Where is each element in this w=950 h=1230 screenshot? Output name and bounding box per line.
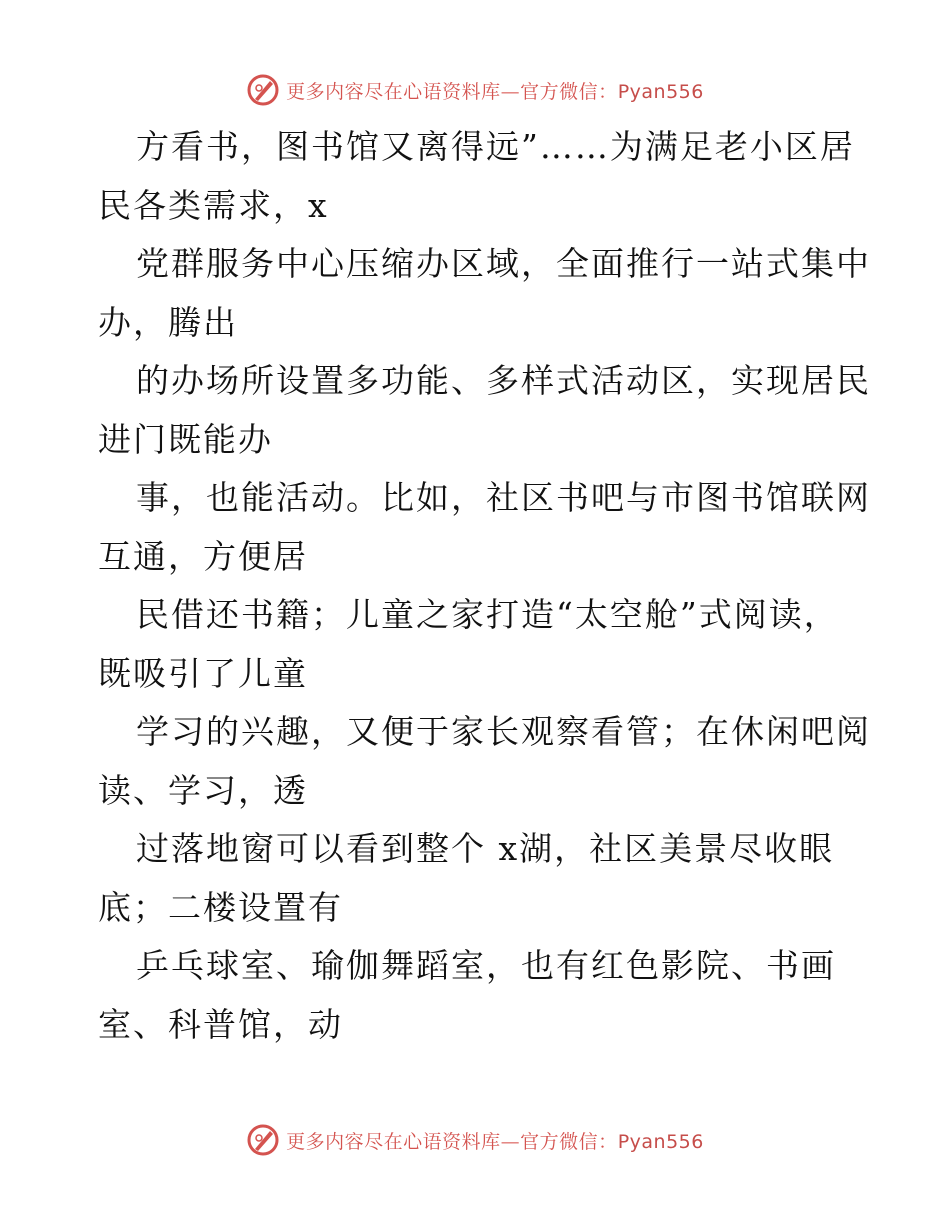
paragraph-line: 方看书，图书馆又离得远”……为满足老小区居 [136,127,855,166]
paragraph-line: 既吸引了儿童 [98,653,308,693]
paragraph-line: 过落地窗可以看到整个 x湖，社区美景尽收眼 [136,829,835,868]
paragraph [98,118,858,235]
banner-wechat-id: Pyan556 [617,80,704,103]
banner-main-text: 更多内容尽在心语资料库 [286,80,501,103]
paragraph-line: 学习的兴趣，又便于家长观察看管；在休闲吧阅 [136,712,871,751]
paragraph-line: 民各类需求，x [98,185,329,225]
paragraph-line: 民借还书籍；儿童之家打造“太空舱”式阅读， [136,595,839,634]
paragraph [98,586,858,703]
banner-main-text: 更多内容尽在心语资料库 [286,1130,501,1153]
paragraph-line: 党群服务中心压缩办区域，全面推行一站式集中 [136,244,871,283]
footer-banner [0,1120,950,1160]
paragraph-line: 室、科普馆，动 [98,1004,343,1044]
paragraph-line: 的办场所设置多功能、多样式活动区，实现居民 [136,361,871,400]
banner-wechat-id: Pyan556 [617,1130,704,1153]
quill-seal-icon [246,73,280,107]
header-banner [0,70,950,110]
paragraph-line: 读、学习，透 [98,770,308,810]
banner-dash: — [500,80,521,103]
paragraph [98,235,871,352]
banner-dash: — [500,1130,521,1153]
banner-text [286,77,704,104]
banner-text [286,1127,704,1154]
paragraph [98,352,871,469]
paragraph-line: 底；二楼设置有 [98,887,343,927]
quill-seal-icon [246,1123,280,1157]
paragraph-line: 乒乓球室、瑜伽舞蹈室，也有红色影院、书画 [136,946,836,985]
paragraph-line: 互通，方便居 [98,536,308,576]
paragraph-line: 进门既能办 [98,419,273,459]
paragraph [98,937,858,1054]
paragraph-line: 办，腾出 [98,302,238,342]
paragraph [98,703,871,820]
paragraph [98,820,858,937]
paragraph [98,469,871,586]
banner-wechat-label: 官方微信： [520,80,618,103]
paragraph-line: 事，也能活动。比如，社区书吧与市图书馆联网 [136,478,871,517]
banner-wechat-label: 官方微信： [520,1130,618,1153]
document-body [98,118,871,1054]
